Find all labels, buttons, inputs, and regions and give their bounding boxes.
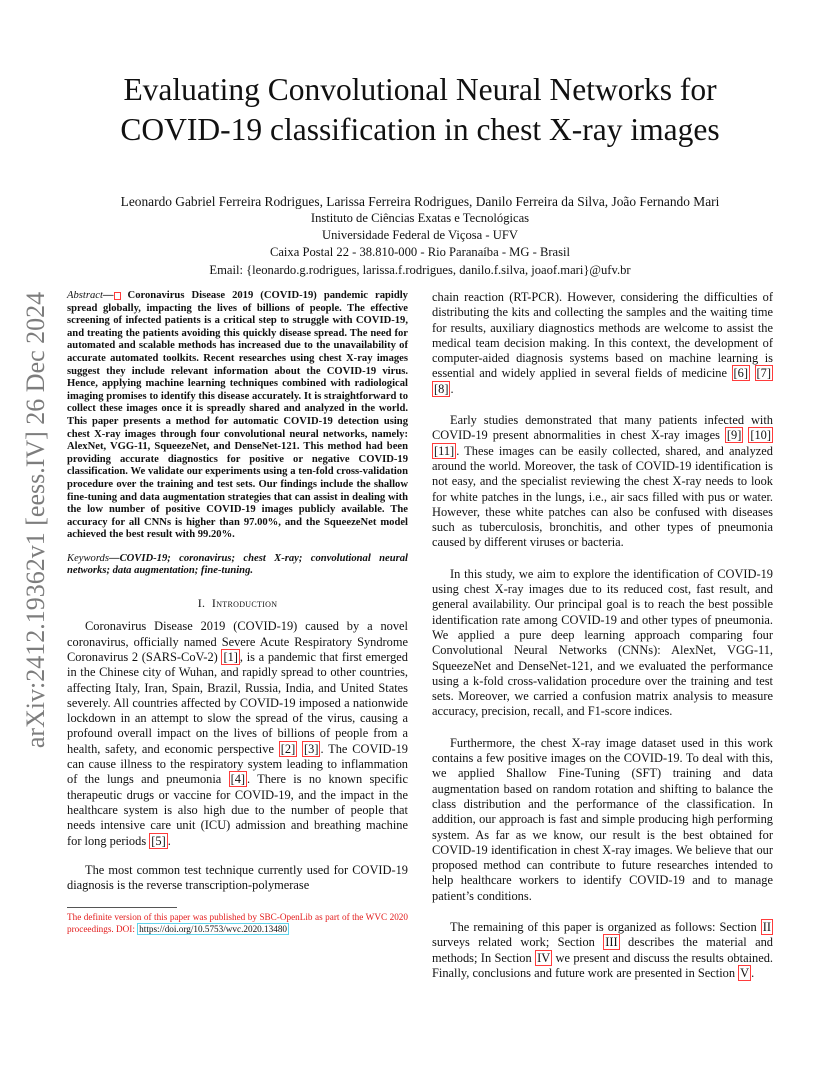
citation-link[interactable]: [11] [434,443,455,458]
citation-link[interactable]: [2] [280,741,296,756]
left-column [67,290,408,935]
abstract-dash: — [102,290,114,301]
section-link[interactable]: II [762,919,771,934]
citation-link[interactable]: [4] [230,772,246,787]
citation-link[interactable]: [9] [726,428,742,443]
arxiv-stamp [22,290,50,750]
abstract-label: Abstract [67,290,103,301]
section-heading-introduction [67,596,408,611]
citation-link[interactable]: [10] [750,428,771,443]
section-link[interactable]: IV [537,950,551,965]
abstract-text: Coronavirus Disease 2019 (COVID-19) pandemic rapidly spread globally, impacting the lives of billions of people. The effective screening of infected patients is a critical step to struggle with COVID-19, and treating the patients avoiding this quickly disease spread. The need for automated and scalable methods has increased due to the unavailability of accurate automated toolkits. Recent researches using chest X-ray images suggest they include relevant information about the COVID-19 virus. Hence, applying machine learning techniques combined with radiological imaging promises to identify this disease accurately. It is straightforward to collect these images once it is spreadly shared and analyzed in the world. This paper presents a method for automatic COVID-19 detection using chest X-ray images through four convolutional neural networks, namely: AlexNet, VGG-11, SqueezeNet, and DenseNet-121. This method had been providing accurate diagnostics for positive or negative COVID-19 classification. We validate our experiments using a ten-fold cross-validation procedure over the training and test sets. Our findings include the shallow fine-tuning and data augmentation strategies that can assist in dealing with the low number of positive COVID-19 images publicly available. The accuracy for all CNNs is higher than 97.00%, and the SqueezeNet model achieved the best result with 99.20%. [67,290,408,541]
citation-link[interactable]: [6] [733,366,748,381]
affiliation-university: Universidade Federal de Viçosa - UFV [322,228,518,243]
right-paragraph-4: Furthermore, the chest X-ray image dataset used in this work contains a few positive images on the COVID-19. To deal with this, we applied Shallow Fine-Tuning (SFT) training and data augmentation based on random rotation and shifting to balance the class distribution and the performance of the classification. In addition, our approach is fast and simple producing high performing system. As far as we know, our result is the best obtained for COVID-19 identification in chest X-ray images. We believe that our proposed method can contribute to future researches intended to help healthcare workers to identify COVID-19 and to manage patient’s conditions. [432,735,773,903]
arxiv-identifier: arXiv:2412.19362v1 [eess.IV] 26 Dec 2024 [21,291,50,749]
section-number: I. [197,596,206,611]
affiliation-institute: Instituto de Ciências Exatas e Tecnológicas [310,211,530,225]
abstract [67,290,408,542]
keywords-dash: — [108,552,120,564]
paper-title [60,70,780,150]
citation-link[interactable]: [1] [223,649,238,664]
title-line-1: Evaluating Convolutional Neural Networks for [123,72,717,107]
footnote: The definite version of this paper was published by SBC-OpenLib as part of the WVC 2020 proceedings. DOI: https://doi.org/10.5753/wvc.2020.13480 [67,912,408,934]
affiliation-block [40,210,800,279]
citation-link[interactable]: [5] [151,833,166,848]
right-paragraph-3: In this study, we aim to explore the identification of COVID-19 using chest X-ray images due to its reduced cost, fast result, and general availability. Our principal goal is to reach the best possible identification rate among COVID-19 and other types of pneumonia. We applied a pure deep learning approach comparing four Convolutional Neural Networks (CNNs): AlexNet, VGG-11, SqueezeNet and DenseNet-121, and we evaluated the performance using a k-fold cross-validation procedure over the training and test sets. Moreover, we carried a confusion matrix analysis to measure accuracy, precision, recall, and F1-score indices. [432,566,773,719]
doi-link[interactable]: https://doi.org/10.5753/wvc.2020.13480 [139,923,288,934]
right-paragraph-5: The remaining of this paper is organized as follows: Section II surveys related work; Section III describes the material and methods; In Section IV we present and discuss the results obtained. Finally, conclusions and future work are presented in Section V . [432,919,773,980]
title-line-2: COVID-19 classification in chest X-ray images [120,112,720,147]
section-link[interactable]: III [605,935,618,950]
affiliation-email: Email: {leonardo.g.rodrigues, larissa.f.rodrigues, danilo.f.silva, joaof.mari}@ufv.br [209,262,631,277]
author-list: Leonardo Gabriel Ferreira Rodrigues, Larissa Ferreira Rodrigues, Danilo Ferreira da Silva, João Fernando Mari [120,194,720,209]
right-column [432,290,773,997]
keywords-text: COVID-19; coronavirus; chest X-ray; convolutional neural networks; data augmentation; fine-tuning. [67,552,408,577]
keywords-label: Keywords [67,552,109,564]
keywords [67,553,408,578]
citation-link[interactable]: [3] [304,741,319,756]
intro-paragraph-1: Coronavirus Disease 2019 (COVID-19) caused by a novel coronavirus, officially named Severe Acute Respiratory Syndrome Coronavirus 2 (SARS-CoV-2) [1] , is a pandemic that first emerged in the Chinese city of Wuhan, and rapidly spread to other countries, affecting Italy, Iran, Spain, Brazil, Russia, India, and United States severely. All countries affected by COVID-19 imposed a nationwide lockdown in an attempt to slow the spread of the virus, causing a profound overall impact on the lives of billions of people from a health, safety, and economic perspective [2] [3] . The COVID-19 can cause illness to the respiratory system leading to inflammation of the lungs and pneumonia [4] . There is no known specific therapeutic drugs or vaccine for COVID-19, and the impact in the healthcare system is also high due to the number of people that needs intensive care unit (ICU) admission and breathing machine for long periods [5] . [67,619,408,848]
section-title: Introduction [211,596,278,611]
section-link[interactable]: V [740,965,750,980]
footnote-rule [67,907,177,908]
right-paragraph-1: chain reaction (RT-PCR). However, considering the difficulties of distributing the kits and collecting the samples and the waiting time for results, auxiliary diagnostics methods are welcome to assist the medical team decision making. In this context, the development of computer-aided diagnosis systems based on machine learning is essential and widely applied in several fields of medicine [6] [7] [8] . [432,290,773,396]
intro-paragraph-2: The most common test technique currently used for COVID-19 diagnosis is the reverse transcription-polymerase [67,862,408,893]
affiliation-address: Caixa Postal 22 - 38.810-000 - Rio Paranaíba - MG - Brasil [269,245,571,260]
citation-link[interactable]: [7] [756,366,771,381]
footnote-ref-1[interactable] [114,292,121,300]
citation-link[interactable]: [8] [434,381,449,396]
right-paragraph-2: Early studies demonstrated that many patients infected with COVID-19 present abnormalities in chest X-ray images [9] [10] [11] . These images can be easily collected, shared, and analyzed around the world. Moreover, the task of COVID-19 identification is not easy, and the specialist reviewing the chest X-ray needs to look for white patches in the lungs, i.e., air sacs filled with pus or water. However, these white patches can also be confused with diseases such as tuberculosis, bronchitis, and other types of pneumonia caused by different viruses or bacteria. [432,413,773,550]
